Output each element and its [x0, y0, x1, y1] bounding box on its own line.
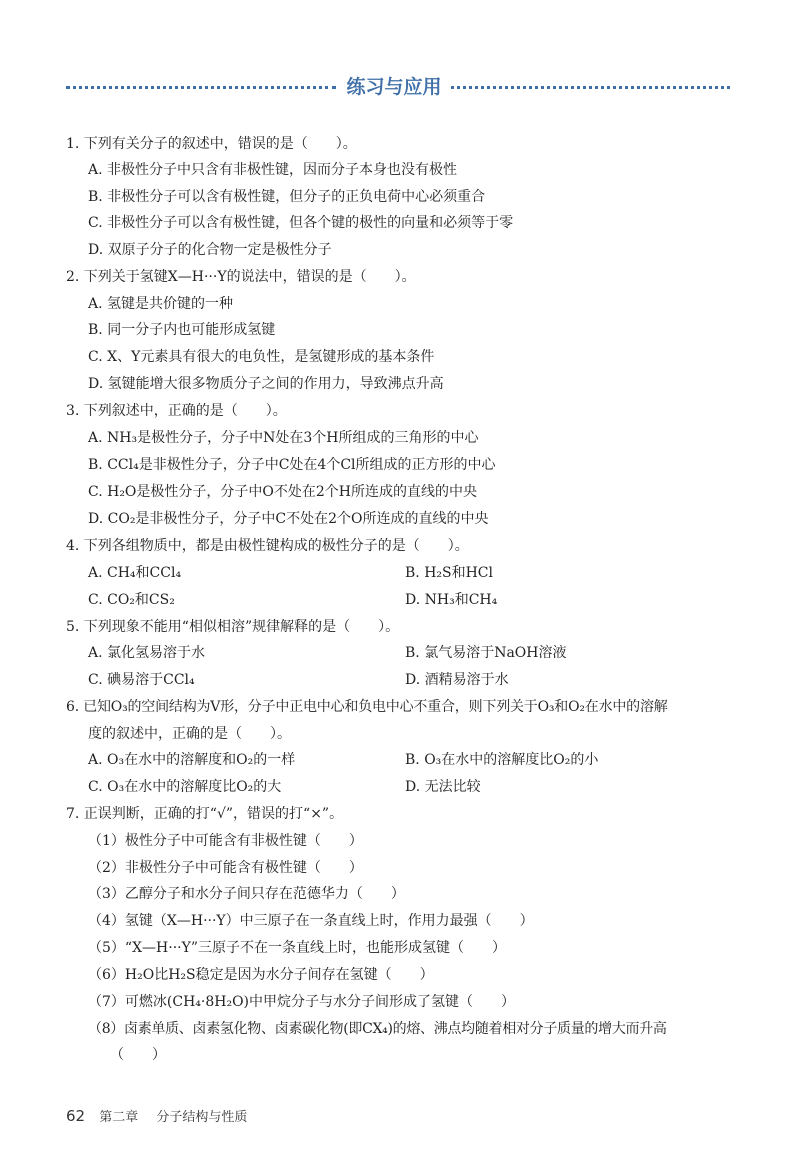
question-1-option-d: D. 双原子分子的化合物一定是极性分子: [88, 242, 332, 258]
question-2-option-d: D. 氢键能增大很多物质分子之间的作用力，导致沸点升高: [88, 376, 444, 392]
question-4-option-c: C. CO₂和CS₂: [88, 592, 175, 608]
question-7-item-8-answer-blank: （ ）: [110, 1047, 166, 1063]
question-6-stem-line-1: 6. 已知O₃的空间结构为V形，分子中正电中心和负电中心不重合，则下列关于O₃和O₂在水中的溶解: [66, 699, 668, 715]
question-2-option-a: A. 氢键是共价键的一种: [88, 296, 234, 312]
question-3-option-a: A. NH₃是极性分子，分子中N处在3个H所组成的三角形的中心: [88, 430, 479, 446]
dotted-rule-left: [66, 86, 336, 89]
question-5-option-a: A. 氯化氢易溶于水: [88, 645, 206, 661]
question-3-option-b: B. CCl₄是非极性分子，分子中C处在4个Cl所组成的正方形的中心: [88, 457, 496, 473]
question-7-stem: 7. 正误判断，正确的打“√”，错误的打“×”。: [66, 806, 344, 822]
question-7-item-2: （2）非极性分子中可能含有极性键（ ）: [88, 860, 363, 876]
question-4-option-b: B. H₂S和HCl: [405, 565, 493, 581]
question-2-stem: 2. 下列关于氢键X—H···Y的说法中，错误的是（ ）。: [66, 269, 416, 285]
question-7-item-8: （8）卤素单质、卤素氢化物、卤素碳化物(即CX₄)的熔、沸点均随着相对分子质量的增大而升高: [88, 1021, 667, 1037]
question-1-option-c: C. 非极性分子可以含有极性键，但各个键的极性的向量和必须等于零: [88, 215, 514, 231]
question-6-option-d: D. 无法比较: [405, 779, 481, 795]
question-2-option-c: C. X、Y元素具有很大的电负性，是氢键形成的基本条件: [88, 349, 435, 365]
question-5-option-b: B. 氯气易溶于NaOH溶液: [405, 645, 567, 661]
question-7-item-5: （5）“X—H···Y”三原子不在一条直线上时，也能形成氢键（ ）: [88, 940, 506, 956]
question-5-stem: 5. 下列现象不能用“相似相溶”规律解释的是（ ）。: [66, 619, 400, 635]
question-4-option-a: A. CH₄和CCl₄: [88, 565, 182, 581]
question-6-option-c: C. O₃在水中的溶解度比O₂的大: [88, 779, 282, 795]
chapter-label: 第二章: [99, 1110, 139, 1125]
question-2-option-b: B. 同一分子内也可能形成氢键: [88, 322, 276, 338]
question-5-option-d: D. 酒精易溶于水: [405, 672, 509, 688]
question-3-stem: 3. 下列叙述中，正确的是（ ）。: [66, 403, 287, 419]
question-4-stem: 4. 下列各组物质中，都是由极性键构成的极性分子的是（ ）。: [66, 538, 469, 554]
question-7-item-6: （6）H₂O比H₂S稳定是因为水分子间存在氢键（ ）: [88, 967, 434, 983]
question-7-item-3: （3）乙醇分子和水分子间只存在范德华力（ ）: [88, 886, 405, 902]
question-7-item-1: （1）极性分子中可能含有非极性键（ ）: [88, 833, 363, 849]
question-3-option-c: C. H₂O是极性分子，分子中O不处在2个H所连成的直线的中央: [88, 484, 478, 500]
dotted-rule-right: [451, 86, 730, 89]
page-footer: [66, 1106, 261, 1125]
question-5-option-c: C. 碘易溶于CCl₄: [88, 672, 195, 688]
page-number: 62: [66, 1107, 86, 1125]
chapter-title: 分子结构与性质: [156, 1110, 248, 1125]
section-title: 练习与应用: [346, 76, 442, 98]
question-6-stem-line-2: 度的叙述中，正确的是（ ）。: [88, 726, 291, 742]
section-header: [66, 74, 730, 100]
question-7-item-7: （7）可燃冰(CH₄·8H₂O)中甲烷分子与水分子间形成了氢键（ ）: [88, 994, 516, 1010]
question-1-stem: 1. 下列有关分子的叙述中，错误的是（ ）。: [66, 136, 357, 152]
question-6-option-b: B. O₃在水中的溶解度比O₂的小: [405, 752, 599, 768]
question-7-item-4: （4）氢键（X—H···Y）中三原子在一条直线上时，作用力最强（ ）: [88, 913, 534, 929]
question-1-option-a: A. 非极性分子中只含有非极性键，因而分子本身也没有极性: [88, 162, 458, 178]
question-3-option-d: D. CO₂是非极性分子，分子中C不处在2个O所连成的直线的中央: [88, 511, 489, 527]
question-4-option-d: D. NH₃和CH₄: [405, 592, 498, 608]
question-6-option-a: A. O₃在水中的溶解度和O₂的一样: [88, 752, 296, 768]
question-1-option-b: B. 非极性分子可以含有极性键，但分子的正负电荷中心必须重合: [88, 189, 486, 205]
